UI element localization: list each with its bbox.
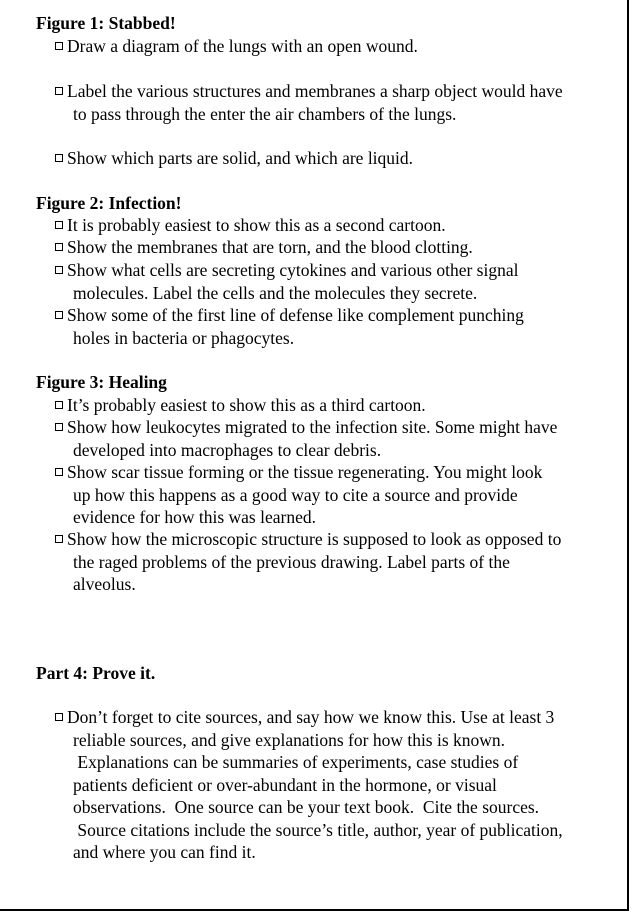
item-line: reliable sources, and give explanations for how this is known.: [73, 729, 506, 750]
item-line: developed into macrophages to clear debris.: [73, 439, 382, 460]
item-line: [55, 259, 625, 282]
item-line: [55, 461, 625, 484]
figure1-item-3: [55, 147, 625, 170]
item-text: Show what cells are secreting cytokines and various other signal: [67, 260, 519, 280]
item-text: Show which parts are solid, and which are liquid.: [67, 148, 414, 168]
item-line: to pass through the enter the air chambers of the lungs.: [73, 103, 457, 124]
figure1-item-1: [55, 35, 625, 58]
item-line: [55, 35, 625, 58]
item-line: Explanations can be summaries of experiments, case studies of: [73, 752, 519, 772]
item-line: [55, 394, 625, 417]
checkbox-icon: [55, 87, 63, 95]
item-line: holes in bacteria or phagocytes.: [73, 327, 295, 348]
checkbox-icon: [55, 401, 63, 409]
item-text: Show how leukocytes migrated to the infection site. Some might have: [67, 417, 558, 437]
checkbox-icon: [55, 713, 63, 721]
item-text: Label the various structures and membranes a sharp object would have: [67, 81, 563, 101]
checkbox-icon: [55, 468, 63, 476]
checkbox-icon: [55, 311, 63, 319]
item-line: [55, 706, 625, 729]
item-line: up how this happens as a good way to cite a source and provide: [73, 484, 518, 505]
figure2-item-3: [55, 259, 625, 304]
item-line: [55, 236, 625, 259]
item-text: It is probably easiest to show this as a second cartoon.: [67, 215, 446, 235]
item-line: [55, 416, 625, 439]
item-text: It’s probably easiest to show this as a third cartoon.: [67, 395, 426, 415]
figure3-item-2: [55, 416, 625, 461]
item-text: Draw a diagram of the lungs with an open wound.: [67, 36, 418, 56]
item-line: Source citations include the source’s title, author, year of publication,: [73, 819, 563, 840]
page-edge-bottom: [0, 909, 629, 911]
item-text: Show scar tissue forming or the tissue regenerating. You might look: [67, 462, 543, 482]
checkbox-icon: [55, 42, 63, 50]
figure2-item-4: [55, 304, 625, 349]
item-text: Show how the microscopic structure is supposed to look as opposed to: [67, 529, 562, 549]
figure2-heading: Figure 2: Infection!: [36, 193, 182, 213]
checkbox-icon: [55, 221, 63, 229]
item-text: Don’t forget to cite sources, and say how we know this. Use at least 3: [67, 707, 555, 727]
item-line: [55, 528, 625, 551]
checkbox-icon: [55, 535, 63, 543]
figure2-item-1: [55, 214, 625, 237]
item-line: the raged problems of the previous drawing. Label parts of the: [73, 551, 510, 572]
item-line: [55, 147, 625, 170]
checkbox-icon: [55, 243, 63, 251]
item-line: patients deficient or over-abundant in the hormone, or visual: [73, 774, 497, 795]
checkbox-icon: [55, 423, 63, 431]
item-line: and where you can find it.: [73, 842, 256, 862]
item-line: [55, 80, 625, 103]
part4-heading: Part 4: Prove it.: [36, 663, 156, 683]
item-line: observations. One source can be your text book. Cite the sources.: [73, 797, 540, 817]
figure1-heading: Figure 1: Stabbed!: [36, 13, 176, 33]
item-line: alveolus.: [73, 574, 136, 594]
figure3-heading: Figure 3: Healing: [36, 372, 167, 392]
figure2-item-2: [55, 236, 625, 259]
part4-item-1: [55, 706, 625, 864]
item-line: [55, 214, 625, 237]
figure1-item-2: [55, 80, 625, 125]
item-line: evidence for how this was learned.: [73, 507, 316, 527]
item-text: Show some of the first line of defense like complement punching: [67, 305, 524, 325]
page-edge-right: [627, 0, 629, 910]
item-line: [55, 304, 625, 327]
checkbox-icon: [55, 154, 63, 162]
figure3-item-1: [55, 394, 625, 417]
checkbox-icon: [55, 266, 63, 274]
figure3-item-3: [55, 461, 625, 529]
item-line: molecules. Label the cells and the molecules they secrete.: [73, 282, 478, 303]
figure3-item-4: [55, 528, 625, 596]
item-text: Show the membranes that are torn, and the blood clotting.: [67, 237, 473, 257]
